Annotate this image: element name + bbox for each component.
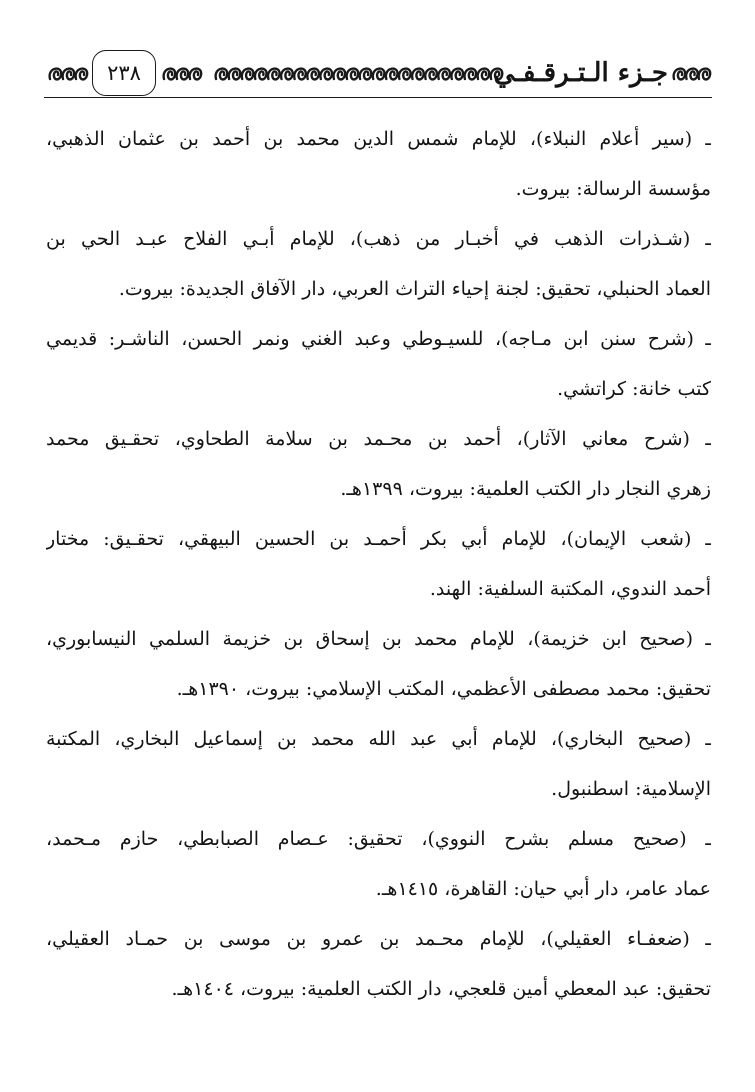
bibliography-entry [46, 914, 711, 1014]
entry-line: تحقيق: محمد مصطفى الأعظمي، المكتب الإسلامي: بيروت، ١٣٩٠هـ. [176, 678, 711, 700]
header-rule [44, 97, 712, 98]
entry-line: ـ (صحيح ابن خزيمة)، للإمام محمد بن إسحاق بن خزيمة السلمي النيسابوري، [46, 628, 711, 650]
entry-line: ـ (صحيح مسلم بشرح النووي)، تحقيق: عـصام الصبابطي، حازم مـحمد، [46, 828, 711, 850]
entry-line: ـ (شرح سنن ابن مـاجه)، للسيـوطي وعبد الغني ونمر الحسن، الناشـر: قديمي [46, 328, 711, 350]
ornament-left-icon [46, 63, 90, 85]
bibliography-entry [46, 214, 711, 314]
entry-line: ـ (سير أعلام النبلاء)، للإمام شمس الدين محمد بن أحمد بن عثمان الذهبي، [46, 128, 711, 150]
entry-line: ـ (ضعفـاء العقيلي)، للإمام محـمد بن عمرو بن موسى بن حمـاد العقيلي، [46, 928, 711, 950]
bibliography-list [46, 114, 711, 1014]
entry-line: كتب خانة: كراتشي. [557, 378, 711, 400]
page-number-box [92, 50, 156, 96]
bibliography-entry [46, 414, 711, 514]
page-header [44, 48, 712, 100]
bibliography-entry [46, 514, 711, 614]
entry-line: ـ (شعب الإيمان)، للإمام أبي بكر أحمـد بن الحسين البيهقي، تحقـيق: مختار [46, 528, 711, 550]
bibliography-entry [46, 714, 711, 814]
ornament-right-icon [670, 63, 712, 85]
entry-line: زهري النجار دار الكتب العلمية: بيروت، ١٣٩٩هـ. [340, 478, 711, 500]
running-title: جـزء الـتـرقـفـي [493, 58, 668, 88]
bibliography-entry [46, 814, 711, 914]
entry-line: عماد عامر، دار أبي حيان: القاهرة، ١٤١٥هـ. [375, 878, 711, 900]
page-number: ٢٣٨ [107, 61, 141, 85]
bibliography-entry [46, 614, 711, 714]
entry-line: الإسلامية: اسطنبول. [551, 778, 711, 800]
entry-line: ـ (شرح معاني الآثار)، أحمد بن محـمد بن سلامة الطحاوي، تحقـيق محمد [46, 428, 711, 450]
entry-line: مؤسسة الرسالة: بيروت. [515, 178, 711, 200]
ornament-small-icon [160, 63, 204, 85]
bibliography-entry [46, 314, 711, 414]
entry-line: ـ (صحيح البخاري)، للإمام أبي عبد الله محمد بن إسماعيل البخاري، المكتبة [46, 728, 711, 750]
bibliography-entry [46, 114, 711, 214]
entry-line: أحمد الندوي، المكتبة السلفية: الهند. [429, 578, 711, 600]
ornament-band-icon [212, 63, 508, 85]
entry-line: العماد الحنبلي، تحقيق: لجنة إحياء التراث العربي، دار الآفاق الجديدة: بيروت. [118, 278, 711, 300]
entry-line: ـ (شـذرات الذهب في أخبـار من ذهب)، للإمام أبـي الفلاح عبـد الحي بن [46, 228, 711, 250]
entry-line: تحقيق: عبد المعطي أمين قلعجي، دار الكتب العلمية: بيروت، ١٤٠٤هـ. [171, 978, 711, 1000]
